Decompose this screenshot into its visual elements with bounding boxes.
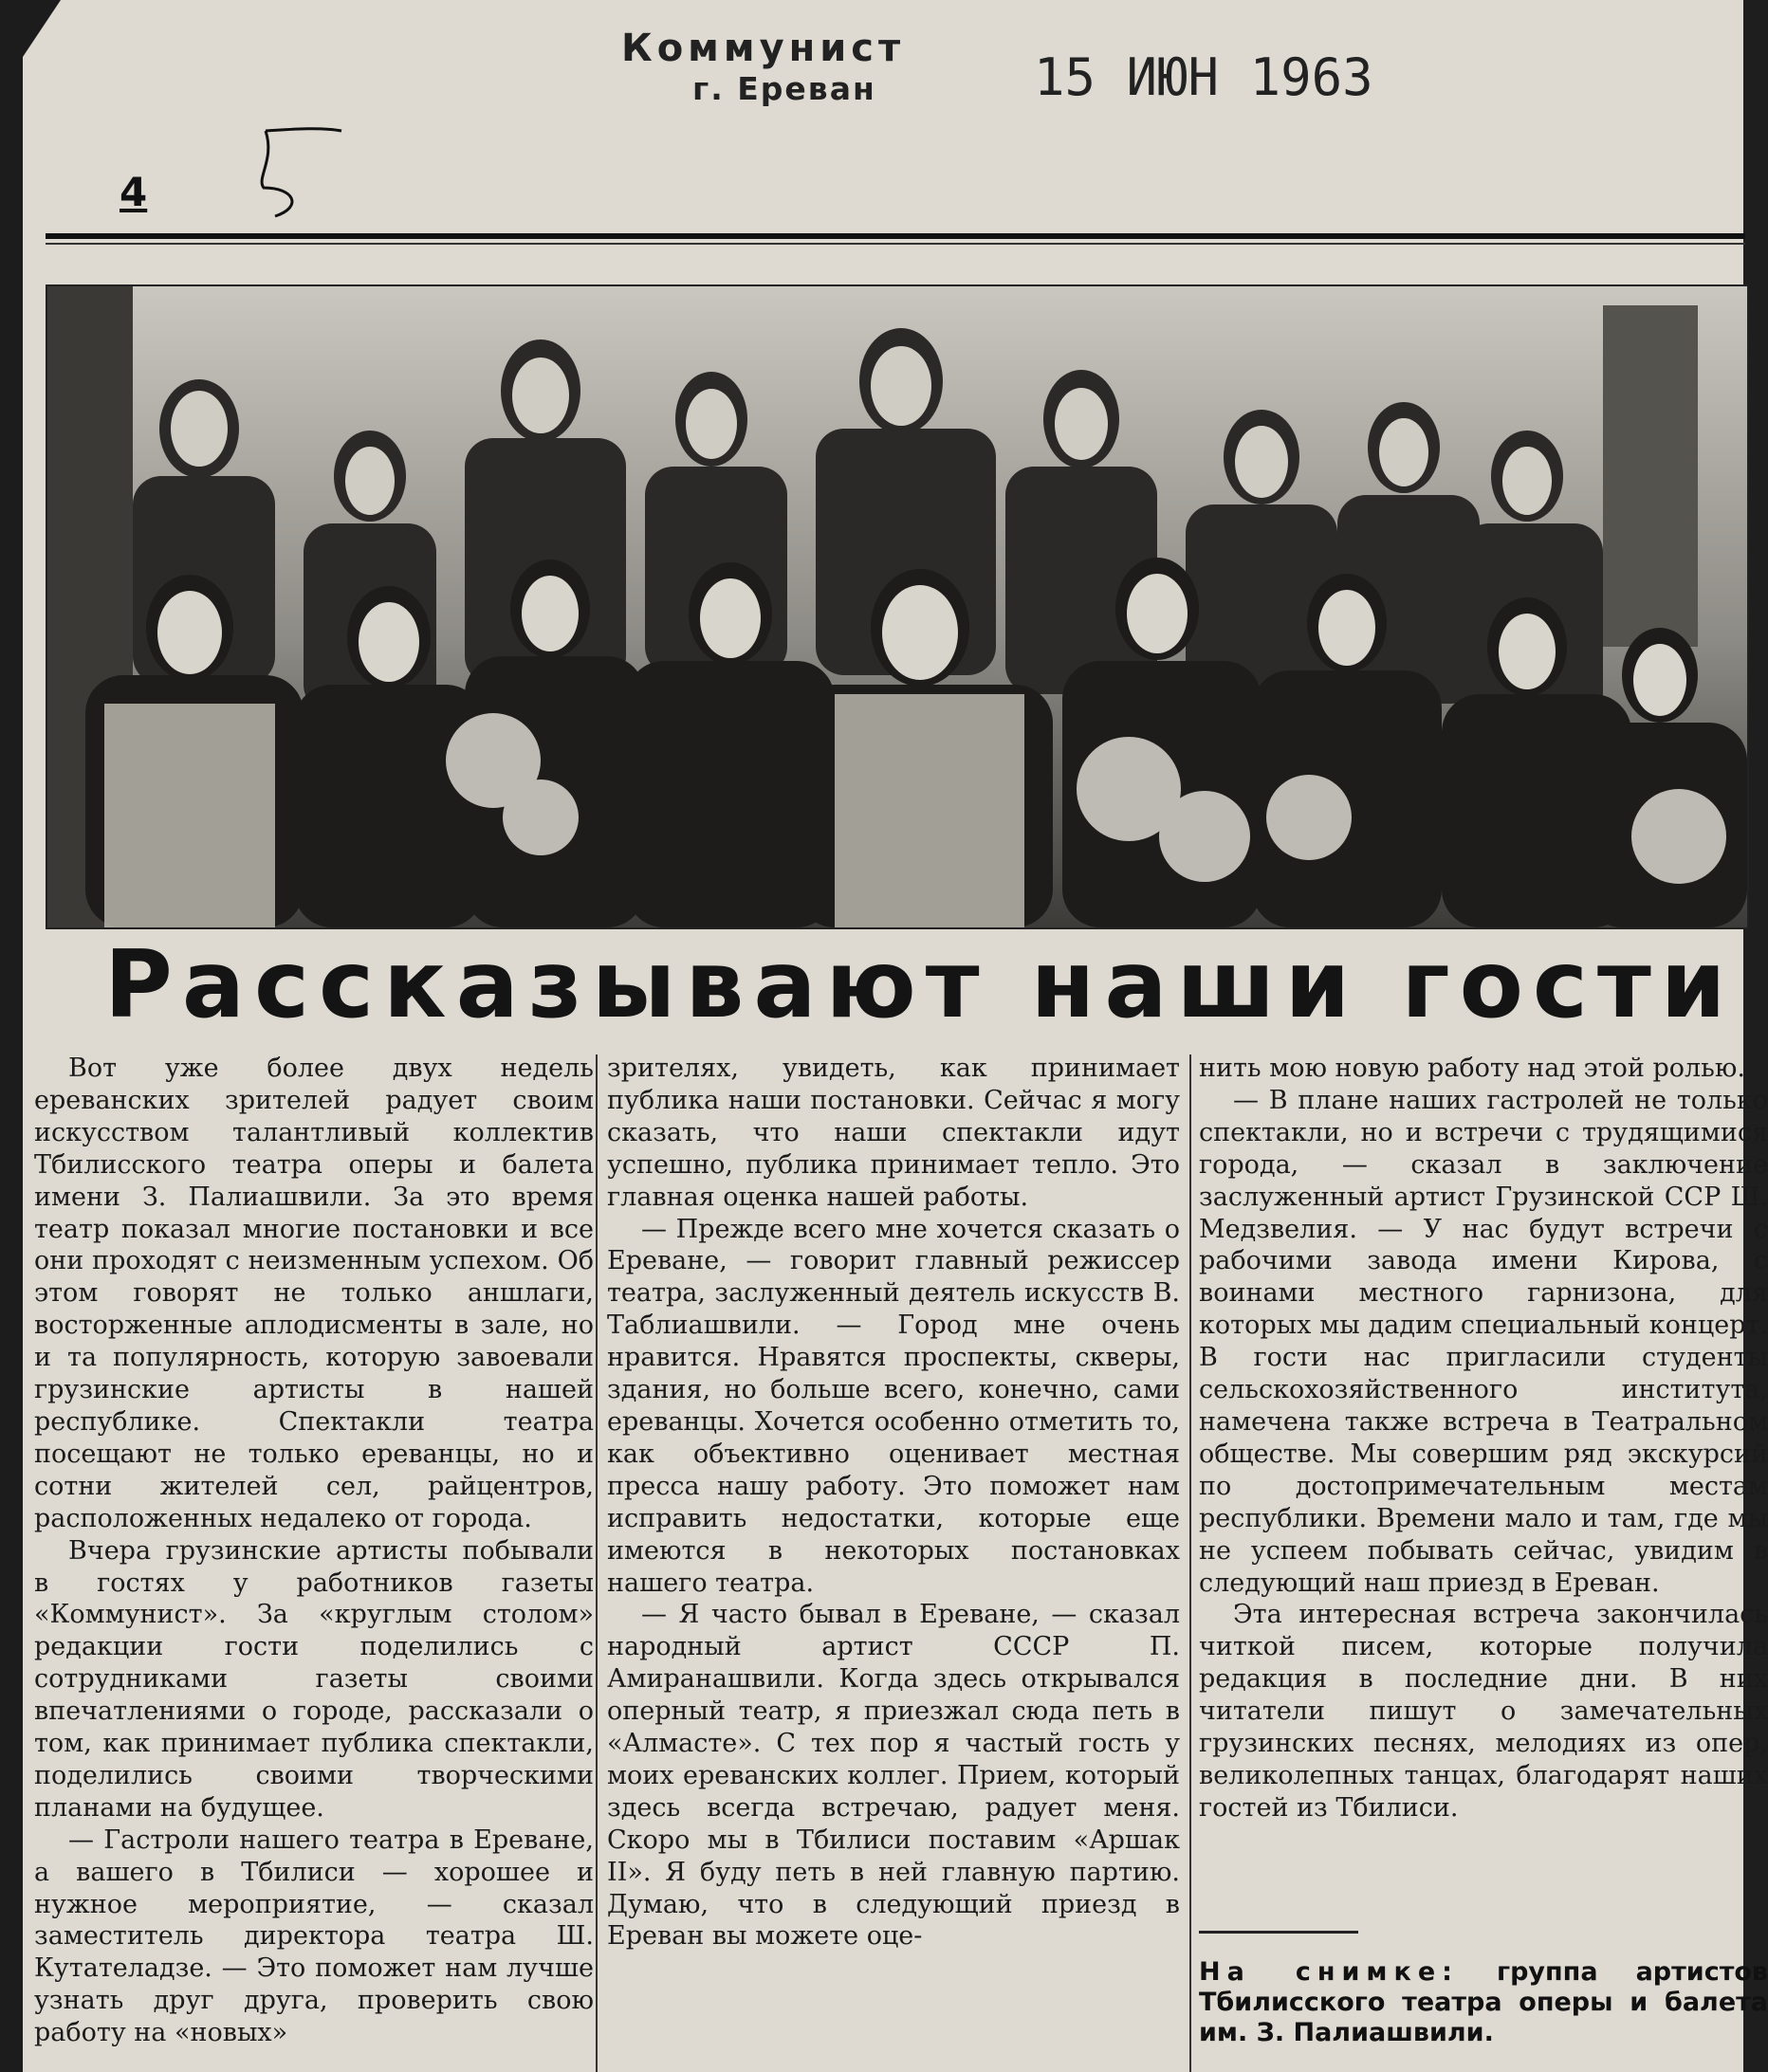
column-divider — [596, 1054, 598, 2072]
top-rule-thin — [46, 243, 1745, 245]
caption-lead: На снимке: — [1199, 1957, 1459, 1987]
caption-text: группа артистов Тбилисского театра оперы и балета им. З. Палиашвили. — [1199, 1957, 1768, 2047]
paragraph: зрителях, увидеть, как принимает публика наши постановки. Сейчас я могу сказать, что наши спектакли идут успешно, публика принимает тепло. Это главная оценка нашей работы. — [607, 1054, 1180, 1212]
stamp-city: г. Ереван — [692, 70, 876, 107]
handwritten-mark — [237, 121, 351, 226]
caption-rule — [1199, 1931, 1358, 1934]
paragraph: Вчера грузинские артисты побывали в гостях у работников газеты «Коммунист». За «круглым столом» редакции гости поделились с сотрудниками газеты своими впечатлениями о городе, рассказали о том, как принимает публика спектакли, поделились своими творческими планами на будущее. — [34, 1535, 594, 1823]
group-photo-image — [47, 286, 1747, 927]
article-column-2 — [607, 1053, 1180, 1953]
paragraph: — Я часто бывал в Ереване, — сказал народный артист СССР П. Амиранашвили. Когда здесь открывался оперный театр, я приезжал сюда петь в «Алмасте». С тех пор я частый гость у моих ереванских коллег. Прием, который здесь всегда встречаю, радует меня. Скоро мы в Тбилиси поставим «Аршак II». Я буду петь в ней главную партию. Думаю, что в следующий приезд в Ереван вы можете оце- — [607, 1600, 1180, 1952]
paragraph: — Гастроли нашего театра в Ереване, а вашего в Тбилиси — хорошее и нужное мероприятие, — сказал заместитель директора театра Ш. Кутателадзе. — Это поможет нам лучше узнать друг друга, проверить свою работу на «новых» — [34, 1824, 594, 2048]
paragraph: нить мою новую работу над этой ролью. — [1199, 1054, 1745, 1083]
stamp-date: 15 ИЮН 1963 — [1034, 47, 1373, 107]
paragraph: — Прежде всего мне хочется сказать о Ереване, — говорит главный режиссер театра, заслуженный деятель искусств В. Таблиашвили. — Город мне очень нравится. Нравятся проспекты, скверы, здания, но больше всего, конечно, сами ереванцы. Хочется особенно отметить то, как объективно оценивает местная пресса нашу работу. Это поможет нам исправить недостатки, которые еще имеются в некоторых постановках нашего театра. — [607, 1214, 1180, 1598]
group-photo — [46, 284, 1749, 929]
page-number: 4 — [120, 169, 148, 215]
article-headline: Рассказывают наши гости — [104, 931, 1736, 1039]
stamp-newspaper-name: Коммунист — [621, 27, 906, 70]
paragraph: Эта интересная встреча закончилась читкой писем, которые получила редакция в последние дни. В них читатели пишут о замечательных грузинских песнях, мелодиях из опер, великолепных танцах, благодарят наших гостей из Тбилиси. — [1199, 1600, 1768, 1823]
column-divider — [1189, 1054, 1191, 2072]
article-column-3 — [1199, 1053, 1768, 1824]
paragraph: — В плане наших гастролей не только спектакли, но и встречи с трудящимися города, — сказал в заключение заслуженный артист Грузинской ССР Ш. Медзвелия. — У нас будут встречи с рабочими завода имени Кирова, с воинами местного гарнизона, для которых мы дадим специальный концерт. В гости нас пригласили студенты сельскохозяйственного института, намечена также встреча в Театральном обществе. Мы совершим ряд экскурсий по достопримечательным местам республики. Времени мало и там, где мы не успеем побывать сейчас, увидим в следующий наш приезд в Ереван. — [1199, 1085, 1768, 1598]
article-column-1 — [34, 1053, 594, 2049]
top-rule — [46, 233, 1745, 239]
photo-caption — [1199, 1957, 1768, 2048]
paragraph: Вот уже более двух недель ереванских зрителей радует своим искусством талантливый коллектив Тбилисского театра оперы и балета имени З. Палиашвили. За это время театр показал многие постановки и все они проходят с неизменным успехом. Об этом говорят не только аншлаги, восторженные аплодисменты в зале, но и та популярность, которую завоевали грузинские артисты в нашей республике. Спектакли театра посещают не только ереванцы, но и сотни жителей сел, райцентров, расположенных недалеко от города. — [34, 1054, 594, 1533]
